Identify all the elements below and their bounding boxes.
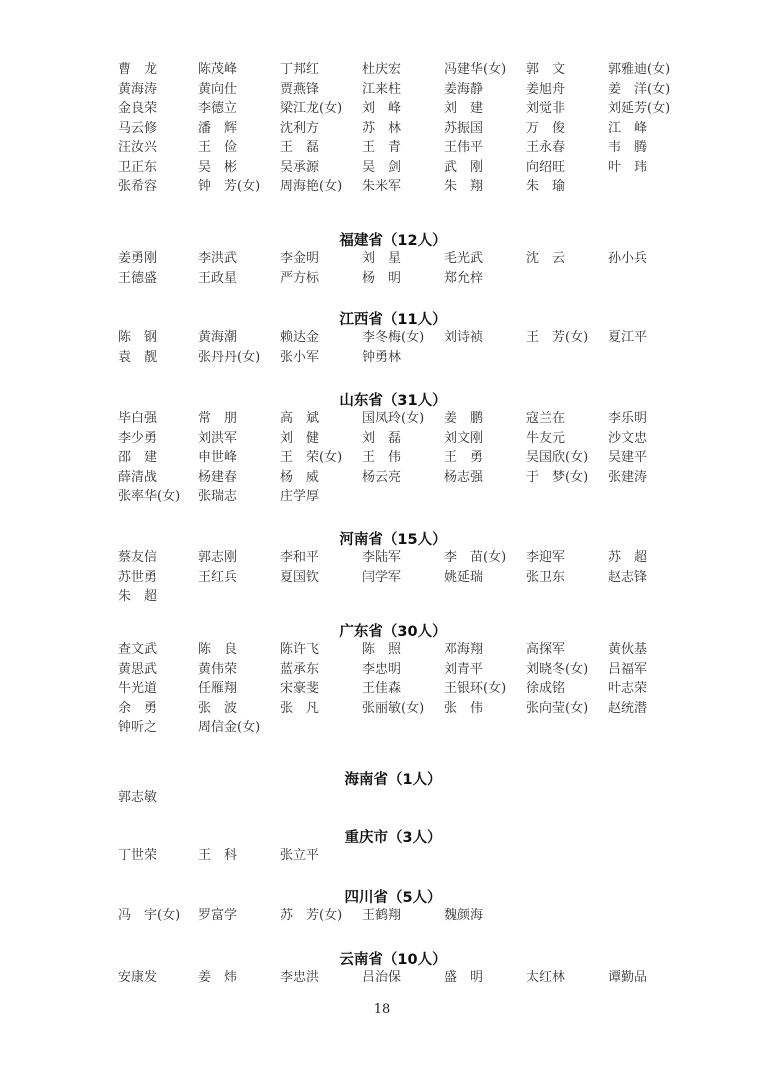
name-entry: 吴 剑	[362, 159, 402, 175]
name-row	[0, 448, 764, 468]
name-row	[0, 788, 764, 808]
name-entry: 刘 建	[444, 101, 484, 116]
name-entry: 查文武	[118, 642, 158, 657]
name-entry: 江来柱	[362, 81, 402, 97]
name-entry: 寇兰在	[526, 411, 566, 426]
name-entry: 刘洪军	[198, 430, 238, 446]
name-entry: 马云修	[118, 120, 158, 136]
name-entry: 张小军	[280, 349, 320, 365]
name-entry: 朱 超	[118, 589, 158, 604]
name-row	[0, 548, 764, 568]
name-entry: 贾燕锋	[280, 81, 320, 97]
name-entry: 赵志锋	[608, 569, 648, 585]
name-row	[0, 119, 764, 139]
name-entry: 朱 翔	[444, 179, 484, 194]
name-entry: 黄海涛	[118, 81, 158, 97]
name-entry: 周信金(女)	[198, 720, 261, 735]
name-entry: 卫正东	[118, 159, 158, 175]
name-entry: 夏江平	[608, 330, 648, 345]
name-entry: 潘 辉	[198, 120, 238, 136]
name-entry: 钟勇林	[362, 349, 402, 365]
name-entry: 姚延瑞	[444, 569, 484, 585]
name-entry: 李 苗(女)	[444, 550, 507, 565]
name-entry: 王德盛	[118, 270, 158, 286]
name-entry: 高探军	[526, 642, 566, 657]
name-entry: 王伟平	[444, 140, 484, 155]
name-entry: 王 青	[362, 140, 402, 155]
name-row	[0, 328, 764, 348]
name-row	[0, 409, 764, 429]
name-entry: 李乐明	[608, 411, 648, 426]
name-entry: 闫学军	[362, 569, 402, 585]
name-row	[0, 348, 764, 368]
name-entry: 李洪武	[198, 251, 238, 266]
name-entry: 郭志刚	[198, 550, 238, 565]
name-entry: 吴建平	[608, 450, 648, 465]
name-entry: 盛 明	[444, 970, 484, 985]
name-entry: 郭 文	[526, 62, 566, 77]
name-entry: 陈 钢	[118, 330, 158, 345]
name-entry: 王红兵	[198, 569, 238, 585]
name-row	[0, 249, 764, 269]
name-entry: 余 勇	[118, 700, 158, 716]
name-entry: 李迎军	[526, 550, 566, 565]
section-heading: 山东省（31人）	[339, 393, 447, 409]
name-entry: 姜海静	[444, 81, 484, 97]
name-entry: 郑允梓	[444, 270, 484, 286]
name-entry: 苏 林	[362, 120, 402, 136]
section-heading: 江西省（11人）	[339, 312, 447, 328]
name-entry: 宋豪斐	[280, 681, 320, 696]
name-entry: 刘晓冬(女)	[526, 661, 589, 677]
name-entry: 曹 龙	[118, 62, 158, 77]
name-entry: 陈茂峰	[198, 62, 238, 77]
name-entry: 万 俊	[526, 120, 566, 136]
name-row	[0, 468, 764, 488]
name-entry: 李金明	[280, 251, 320, 266]
name-entry: 张 伟	[444, 700, 484, 716]
name-entry: 黄伙基	[608, 642, 648, 657]
name-entry: 周海艳(女)	[280, 179, 343, 194]
name-entry: 李忠明	[362, 661, 402, 677]
name-entry: 武 刚	[444, 159, 484, 175]
name-entry: 丁邦红	[280, 62, 320, 77]
name-entry: 陈 良	[198, 642, 238, 657]
name-entry: 吴国欣(女)	[526, 450, 589, 465]
name-entry: 王 磊	[280, 140, 320, 155]
name-entry: 张立平	[280, 848, 320, 863]
name-entry: 李冬梅(女)	[362, 330, 425, 345]
name-entry: 王 芳(女)	[526, 330, 589, 345]
name-entry: 张 凡	[280, 700, 320, 716]
name-entry: 王 伟	[362, 450, 402, 465]
name-entry: 于 梦(女)	[526, 469, 589, 485]
name-entry: 吴承源	[280, 159, 320, 175]
name-entry: 张瑞志	[198, 489, 238, 504]
name-entry: 朱 瑜	[526, 179, 566, 194]
name-entry: 安康发	[118, 970, 158, 985]
name-entry: 郭雅迪(女)	[608, 62, 671, 77]
name-row	[0, 60, 764, 80]
name-entry: 李少勇	[118, 430, 158, 446]
name-entry: 姜 炜	[198, 970, 238, 985]
name-entry: 王 勇	[444, 450, 484, 465]
name-entry: 黄思武	[118, 661, 158, 677]
name-row	[0, 660, 764, 680]
name-entry: 陈 照	[362, 642, 402, 657]
name-entry: 王 科	[198, 848, 238, 863]
name-entry: 苏振国	[444, 120, 484, 136]
name-entry: 钟听之	[118, 720, 158, 735]
name-entry: 夏国钦	[280, 569, 320, 585]
section-heading: 河南省（15人）	[339, 532, 447, 548]
name-entry: 陈许飞	[280, 642, 320, 657]
name-entry: 张卫东	[526, 569, 566, 585]
name-entry: 刘 健	[280, 430, 320, 446]
name-row	[0, 138, 764, 158]
name-entry: 汪汝兴	[118, 140, 158, 155]
name-entry: 魏颜海	[444, 908, 484, 923]
name-entry: 刘觉非	[526, 101, 566, 116]
name-entry: 罗富学	[198, 908, 238, 923]
name-entry: 李陆军	[362, 550, 402, 565]
name-row	[0, 99, 764, 119]
name-entry: 黄伟荣	[198, 661, 238, 677]
name-row	[0, 487, 764, 507]
name-entry: 常 朋	[198, 411, 238, 426]
section-heading: 海南省（1人）	[344, 772, 442, 788]
name-entry: 王银环(女)	[444, 681, 507, 696]
name-entry: 王鹤翔	[362, 908, 402, 923]
name-entry: 向绍旺	[526, 159, 566, 175]
name-entry: 刘延芳(女)	[608, 101, 671, 116]
name-entry: 丁世荣	[118, 848, 158, 863]
name-entry: 张 波	[198, 700, 238, 716]
name-entry: 姜 洋(女)	[608, 81, 671, 97]
name-entry: 刘 磊	[362, 430, 402, 446]
name-entry: 江 峰	[608, 120, 648, 136]
name-entry: 谭勤品	[608, 970, 648, 985]
name-entry: 李和平	[280, 550, 320, 565]
name-entry: 杨建春	[198, 469, 238, 485]
name-entry: 张希容	[118, 179, 158, 194]
name-entry: 邵 建	[118, 450, 158, 465]
name-entry: 刘文刚	[444, 430, 484, 446]
name-entry: 王佳森	[362, 681, 402, 696]
name-entry: 姜 鹏	[444, 411, 484, 426]
name-entry: 姜勇刚	[118, 251, 158, 266]
name-row	[0, 587, 764, 607]
name-row	[0, 846, 764, 866]
name-entry: 苏 超	[608, 550, 648, 565]
name-entry: 徐成铭	[526, 681, 566, 696]
name-entry: 毛光武	[444, 251, 484, 266]
name-entry: 赖达金	[280, 330, 320, 345]
name-entry: 杜庆宏	[362, 62, 402, 77]
name-entry: 张向莹(女)	[526, 700, 589, 716]
name-row	[0, 177, 764, 197]
name-row	[0, 568, 764, 588]
name-entry: 吕治保	[362, 970, 402, 985]
name-entry: 梁江龙(女)	[280, 101, 343, 116]
name-entry: 姜旭舟	[526, 81, 566, 97]
name-entry: 钟 芳(女)	[198, 179, 261, 194]
name-entry: 冯 宇(女)	[118, 908, 181, 923]
name-entry: 郭志敏	[118, 790, 158, 805]
name-entry: 黄海潮	[198, 330, 238, 345]
name-entry: 杨 明	[362, 270, 402, 286]
name-entry: 张丹丹(女)	[198, 349, 261, 365]
name-entry: 庄学厚	[280, 489, 320, 504]
name-entry: 刘 星	[362, 251, 402, 266]
name-row	[0, 640, 764, 660]
name-entry: 冯建华(女)	[444, 62, 507, 77]
section-heading: 四川省（5人）	[344, 890, 442, 906]
name-entry: 叶志荣	[608, 681, 648, 696]
name-entry: 孙小兵	[608, 251, 648, 266]
name-row	[0, 269, 764, 289]
name-entry: 高 斌	[280, 411, 320, 426]
name-entry: 任雁翔	[198, 681, 238, 696]
name-entry: 薛清战	[118, 469, 158, 485]
section-heading: 重庆市（3人）	[344, 830, 442, 846]
name-row	[0, 906, 764, 926]
name-entry: 沈 云	[526, 251, 566, 266]
name-entry: 沙文忠	[608, 430, 648, 446]
name-row	[0, 80, 764, 100]
name-entry: 刘青平	[444, 661, 484, 677]
section-heading: 福建省（12人）	[339, 233, 447, 249]
name-entry: 朱米军	[362, 179, 402, 194]
name-entry: 黄向仕	[198, 81, 238, 97]
name-entry: 蔡友信	[118, 550, 158, 565]
name-row	[0, 699, 764, 719]
name-entry: 刘诗祯	[444, 330, 484, 345]
name-entry: 张丽敏(女)	[362, 700, 425, 716]
name-entry: 张建涛	[608, 469, 648, 485]
name-entry: 金良荣	[118, 101, 158, 116]
name-row	[0, 679, 764, 699]
name-entry: 国凤玲(女)	[362, 411, 425, 426]
name-row	[0, 158, 764, 178]
name-entry: 苏 芳(女)	[280, 908, 343, 923]
name-entry: 牛光道	[118, 681, 158, 696]
name-row	[0, 429, 764, 449]
name-entry: 毕白强	[118, 411, 158, 426]
name-entry: 王 俭	[198, 140, 238, 155]
name-entry: 刘 峰	[362, 101, 402, 116]
name-entry: 牛友元	[526, 430, 566, 446]
name-entry: 杨云亮	[362, 469, 402, 485]
name-entry: 太红林	[526, 970, 566, 985]
section-heading: 云南省（10人）	[339, 952, 447, 968]
name-row	[0, 718, 764, 738]
name-entry: 王政星	[198, 270, 238, 286]
name-entry: 严方标	[280, 270, 320, 286]
name-entry: 苏世勇	[118, 569, 158, 585]
page-number: 18	[373, 1002, 391, 1017]
name-entry: 王永春	[526, 140, 566, 155]
name-entry: 叶 玮	[608, 159, 648, 175]
name-entry: 吴 彬	[198, 159, 238, 175]
name-entry: 邓海翔	[444, 642, 484, 657]
name-entry: 李德立	[198, 101, 238, 116]
name-entry: 吕福军	[608, 661, 648, 677]
section-heading: 广东省（30人）	[339, 624, 447, 640]
name-entry: 袁 靓	[118, 349, 158, 365]
name-entry: 赵统潜	[608, 700, 648, 716]
name-entry: 张率华(女)	[118, 489, 181, 504]
name-entry: 沈利方	[280, 120, 320, 136]
name-row	[0, 968, 764, 988]
name-entry: 蓝承东	[280, 661, 320, 677]
name-entry: 杨志强	[444, 469, 484, 485]
name-entry: 申世峰	[198, 450, 238, 465]
name-entry: 杨 威	[280, 469, 320, 485]
name-entry: 王 荣(女)	[280, 450, 343, 465]
name-entry: 李忠洪	[280, 970, 320, 985]
name-entry: 韦 腾	[608, 140, 648, 155]
